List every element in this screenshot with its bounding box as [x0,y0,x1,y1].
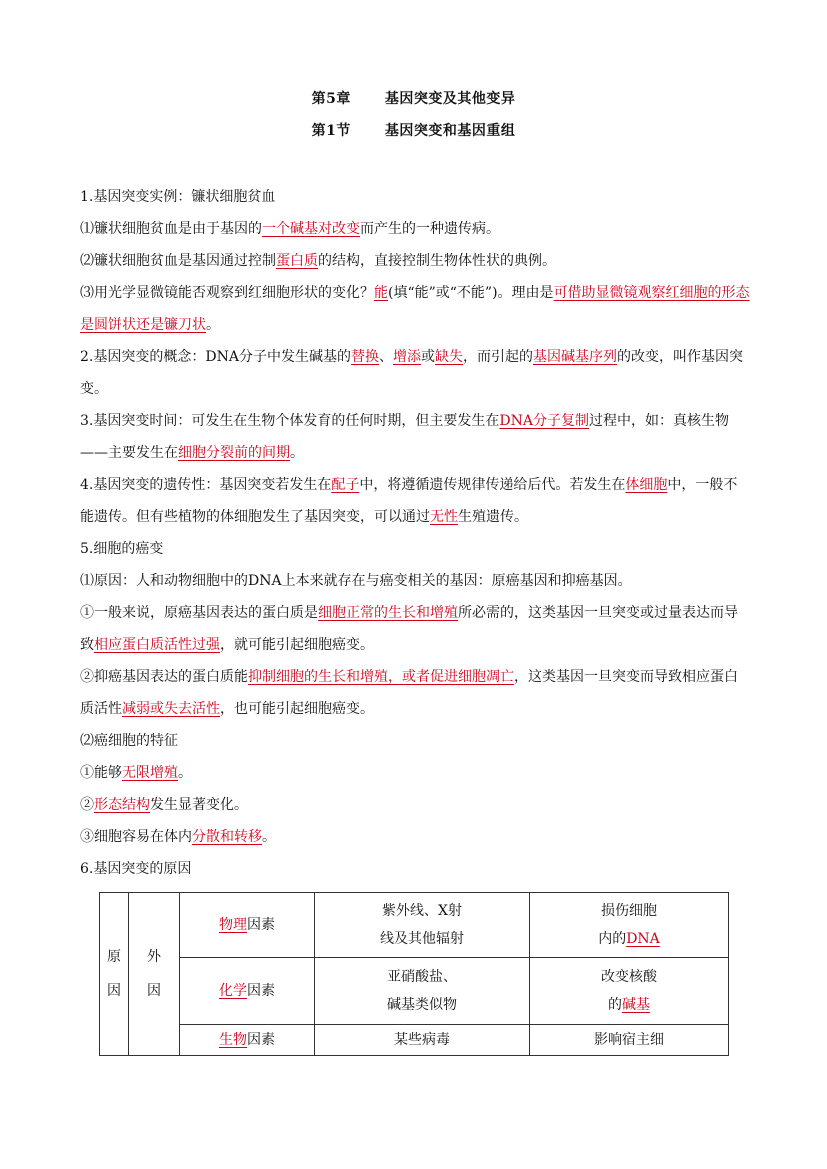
text-run: ⑶用光学显微镜能否观察到红细胞形状的变化？ [80,285,374,301]
text-run: (填“能”或“不能”)。理由是 [388,285,554,301]
text-run: 1.基因突变实例：镰状细胞贫血 [80,189,276,205]
cell-line: 碱基类似物 [387,997,457,1013]
text-run: ② [80,797,94,813]
paragraph [80,341,750,405]
answer-text: 蛋白质 [276,253,318,269]
vertical-char: 因 [147,983,161,999]
external-cause-cell [129,893,180,1056]
answer-text: 增添 [392,349,421,365]
paragraph [80,405,750,469]
table-row [100,1025,729,1056]
table-row [100,958,729,1025]
cell-line: 亚硝酸盐、 [387,969,457,985]
answer-text: 形态结构 [94,797,150,813]
text-run: 的改变，叫作基因突变。 [80,349,743,397]
text-run: 。 [290,445,304,461]
text-run: 因素 [247,917,275,933]
cell-line: 损伤细胞 [601,903,657,919]
text-run: 。 [262,829,276,845]
text-run: 生殖遗传。 [458,509,528,525]
chapter-number: 第5章 [311,91,351,107]
text-run: 。 [206,317,220,333]
answer-text: 基因碱基序列 [532,349,617,365]
paragraph [80,853,750,885]
factor-cell [180,958,315,1025]
cell-line: 线及其他辐射 [380,931,464,947]
answer-text: 无性 [430,509,458,525]
text-run: ①一般来说，原癌基因表达的蛋白质是 [80,605,318,621]
vertical-char: 原 [107,949,121,965]
answer-text: 无限增殖 [122,765,178,781]
paragraph [80,277,750,341]
answer-text: 配子 [331,477,360,493]
paragraph [80,789,750,821]
cell-line: 改变核酸 [601,969,657,985]
table-row [100,893,729,958]
paragraph [80,181,750,213]
answer-text: 一个碱基对改变 [262,221,360,237]
factor-cell [180,893,315,958]
example-cell [315,1025,530,1056]
mutation-causes-table [99,892,729,1056]
text-run: 的结构，直接控制生物体性状的典例。 [318,253,556,269]
text-run: ②抑癌基因表达的蛋白质能 [80,669,248,685]
answer-text: 物理 [219,917,247,933]
text-run: 6.基因突变的原因 [80,861,192,877]
example-cell [315,893,530,958]
text-run: 而产生的一种遗传病。 [360,221,500,237]
answer-text: 替换 [350,349,379,365]
text-run: ⑴原因：人和动物细胞中的DNA上本来就存在与癌变相关的基因：原癌基因和抑癌基因。 [80,573,632,589]
text-run: 3.基因突变时间：可发生在生物个体发育的任何时期，但主要发生在 [80,413,500,429]
text-run: ⑵癌细胞的特征 [80,733,178,749]
answer-text: DNA分子复制 [499,413,589,429]
paragraph [80,213,750,245]
text-run: 5.细胞的癌变 [80,541,164,557]
document-body [80,181,750,885]
chapter-title: 基因突变及其他变异 [384,91,516,107]
cell-line: 内的DNA [598,931,660,947]
text-run: 中，一般不能遗传。但有些植物的体细胞发生了基因突变，可以通过 [80,477,738,525]
cell-line: 某些病毒 [394,1032,450,1048]
paragraph [80,821,750,853]
cell-line: 的碱基 [608,997,650,1013]
vertical-char: 外 [147,949,161,965]
answer-text: 生物 [219,1032,247,1048]
text-run: ，就可能引起细胞癌变。 [220,637,374,653]
answer-text: 能 [374,285,388,301]
text-run: 或 [420,349,435,365]
paragraph [80,725,750,757]
cell-line: 影响宿主细 [594,1032,664,1048]
text-run: 4.基因突变的遗传性：基因突变若发生在 [80,477,332,493]
effect-cell [530,1025,729,1056]
text-run: ⑵镰状细胞贫血是基因通过控制 [80,253,276,269]
chapter-heading [0,88,827,108]
answer-text: 分散和转移 [192,829,262,845]
text-run: 发生显著变化。 [150,797,248,813]
example-cell [315,958,530,1025]
section-number: 第1节 [311,123,351,139]
paragraph [80,757,750,789]
answer-text: 体细胞 [625,477,668,493]
answer-text: 可借助显微镜观察红细胞的形态是圆饼状还是镰刀状 [80,285,750,333]
factor-cell [180,1025,315,1056]
text-run: ，也可能引起细胞癌变。 [220,701,374,717]
text-run: 过程中，如：真核生物——主要发生在 [80,413,729,461]
reason-cell [100,893,129,1056]
answer-text: DNA [626,931,660,947]
text-run: 、 [378,349,393,365]
text-run: ，这类基因一旦突变而导致相应蛋白质活性 [80,669,738,717]
text-run: 因素 [247,983,275,999]
effect-cell [530,958,729,1025]
paragraph [80,245,750,277]
answer-text: 细胞正常的生长和增殖 [318,605,458,621]
text-run: ①能够 [80,765,122,781]
effect-cell [530,893,729,958]
text-run: 所必需的，这类基因一旦突变或过量表达而导致 [80,605,738,653]
section-title: 基因突变和基因重组 [384,123,516,139]
section-heading [0,120,827,140]
answer-text: 碱基 [622,997,650,1013]
paragraph [80,661,750,725]
paragraph [80,565,750,597]
cell-line: 紫外线、X射 [382,903,462,919]
answer-text: 化学 [219,983,247,999]
answer-text: 细胞分裂前的间期 [178,445,290,461]
paragraph [80,597,750,661]
paragraph [80,469,750,533]
paragraph [80,533,750,565]
answer-text: 相应蛋白质活性过强 [94,637,220,653]
text-run: 2.基因突变的概念：DNA分子中发生碱基的 [80,349,351,365]
text-run: 因素 [247,1032,275,1048]
vertical-char: 因 [107,983,121,999]
answer-text: 抑制细胞的生长和增殖，或者促进细胞凋亡 [248,669,514,685]
text-run: ，而引起的 [462,349,533,365]
text-run: 。 [178,765,192,781]
text-run: ③细胞容易在体内 [80,829,192,845]
answer-text: 缺失 [434,349,463,365]
answer-text: 减弱或失去活性 [122,701,220,717]
text-run: 中，将遵循遗传规律传递给后代。若发生在 [359,477,626,493]
text-run: ⑴镰状细胞贫血是由于基因的 [80,221,262,237]
